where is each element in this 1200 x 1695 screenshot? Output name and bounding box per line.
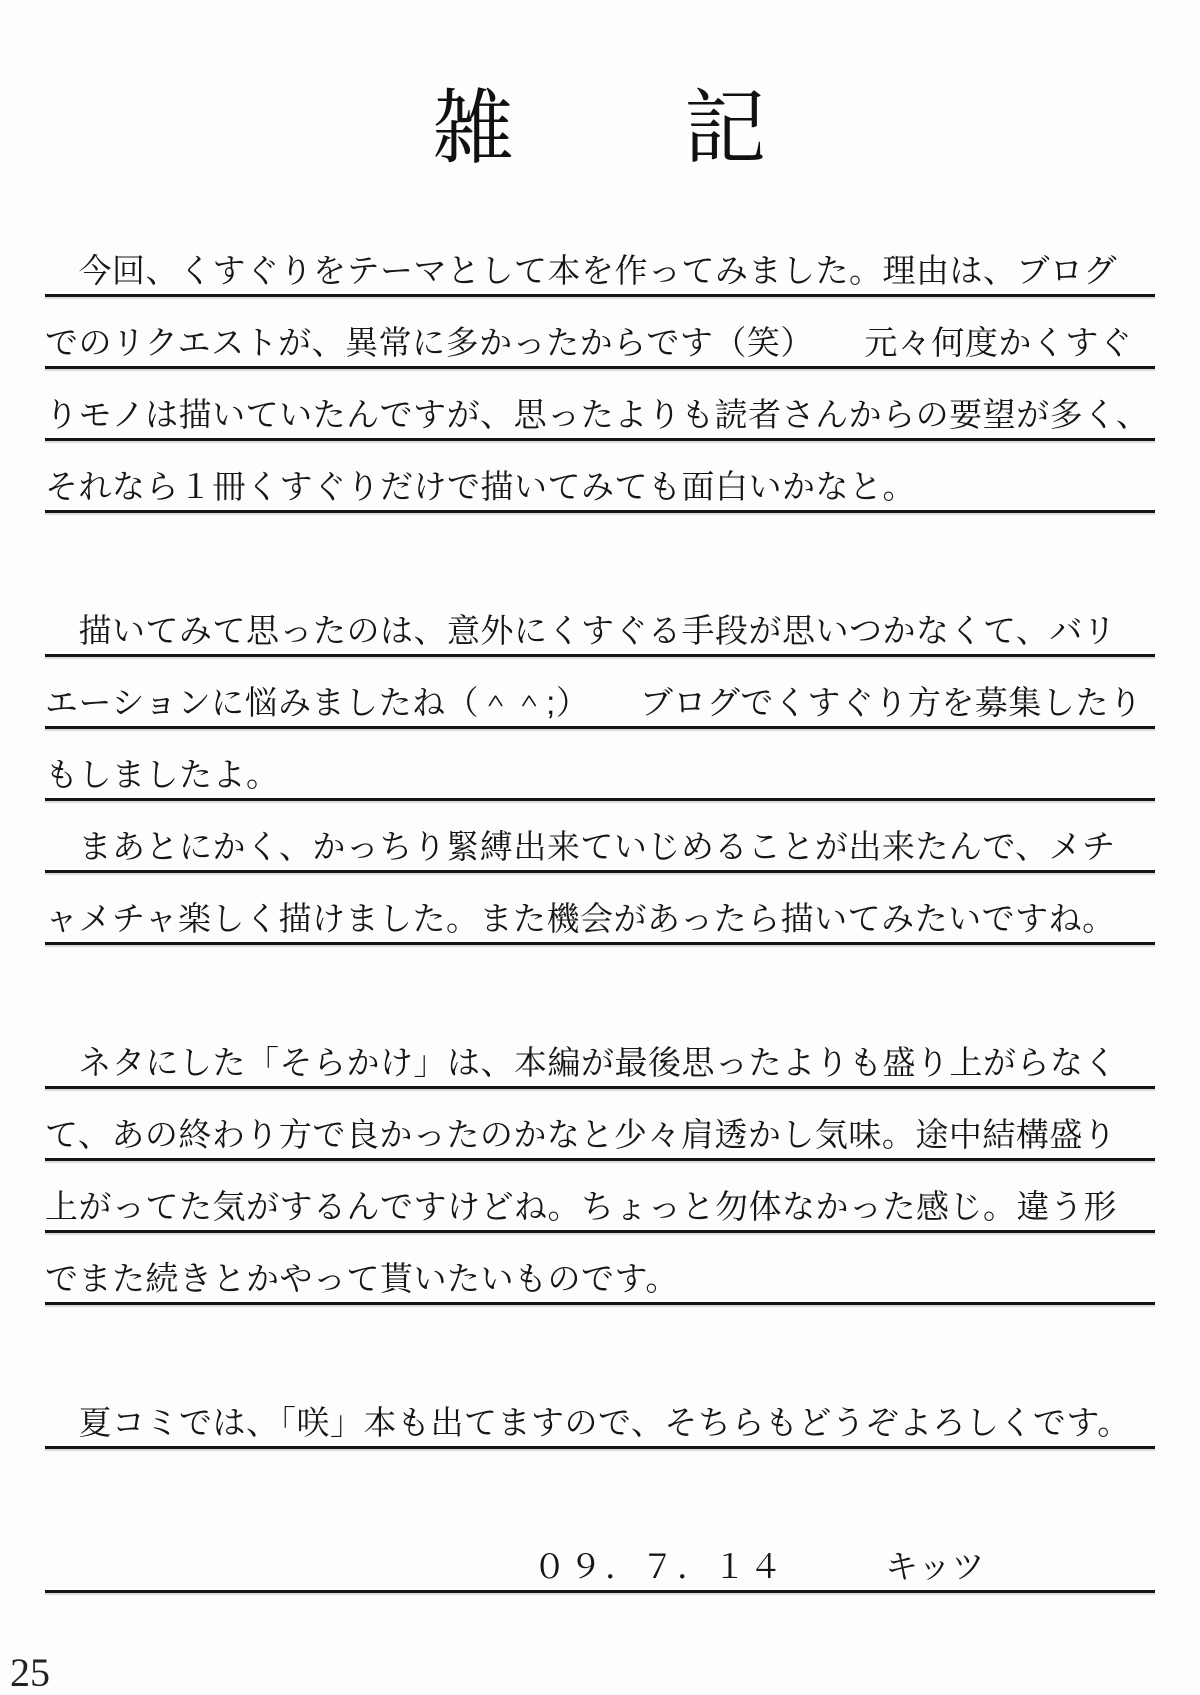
text-line: 上がってた気がするんですけどね。ちょっと勿体なかった感じ。違う形 xyxy=(45,1161,1155,1233)
page-number: 25 xyxy=(10,1650,50,1695)
signature-date: ０９．７．１４ xyxy=(533,1548,786,1585)
text-line: 描いてみて思ったのは、意外にくすぐる手段が思いつかなくて、バリ xyxy=(45,585,1155,657)
text-lines xyxy=(45,225,1155,1521)
text-line: ャメチャ楽しく描けました。また機会があったら描いてみたいですね。 xyxy=(45,873,1155,945)
text-line: りモノは描いていたんですが、思ったよりも読者さんからの要望が多く、 xyxy=(45,369,1155,441)
text-line: それなら１冊くすぐりだけで描いてみても面白いかなと。 xyxy=(45,441,1155,513)
text-line: 今回、くすぐりをテーマとして本を作ってみました。理由は、ブログ xyxy=(45,225,1155,297)
body-text xyxy=(45,225,1155,1593)
text-line: でまた続きとかやって貰いたいものです。 xyxy=(45,1233,1155,1305)
blank-line xyxy=(45,1305,1155,1377)
text-line: て、あの終わり方で良かったのかなと少々肩透かし気味。途中結構盛り xyxy=(45,1089,1155,1161)
text-line: もしましたよ。 xyxy=(45,729,1155,801)
text-line: まあとにかく、かっちり緊縛出来ていじめることが出来たんで、メチ xyxy=(45,801,1155,873)
signature-line xyxy=(45,1521,1155,1593)
signature-author: キッツ xyxy=(885,1548,985,1585)
blank-line xyxy=(45,945,1155,1017)
text-line: エーションに悩みましたね（＾＾;） ブログでくすぐり方を募集したり xyxy=(45,657,1155,729)
text-line: でのリクエストが、異常に多かったからです（笑） 元々何度かくすぐ xyxy=(45,297,1155,369)
text-line: ネタにした「そらかけ」は、本編が最後思ったよりも盛り上がらなく xyxy=(45,1017,1155,1089)
blank-line xyxy=(45,1449,1155,1521)
text-line: 夏コミでは、「咲」本も出てますので、そちらもどうぞよろしくです。 xyxy=(45,1377,1155,1449)
page-title: 雑 記 xyxy=(431,83,768,174)
blank-line xyxy=(45,513,1155,585)
